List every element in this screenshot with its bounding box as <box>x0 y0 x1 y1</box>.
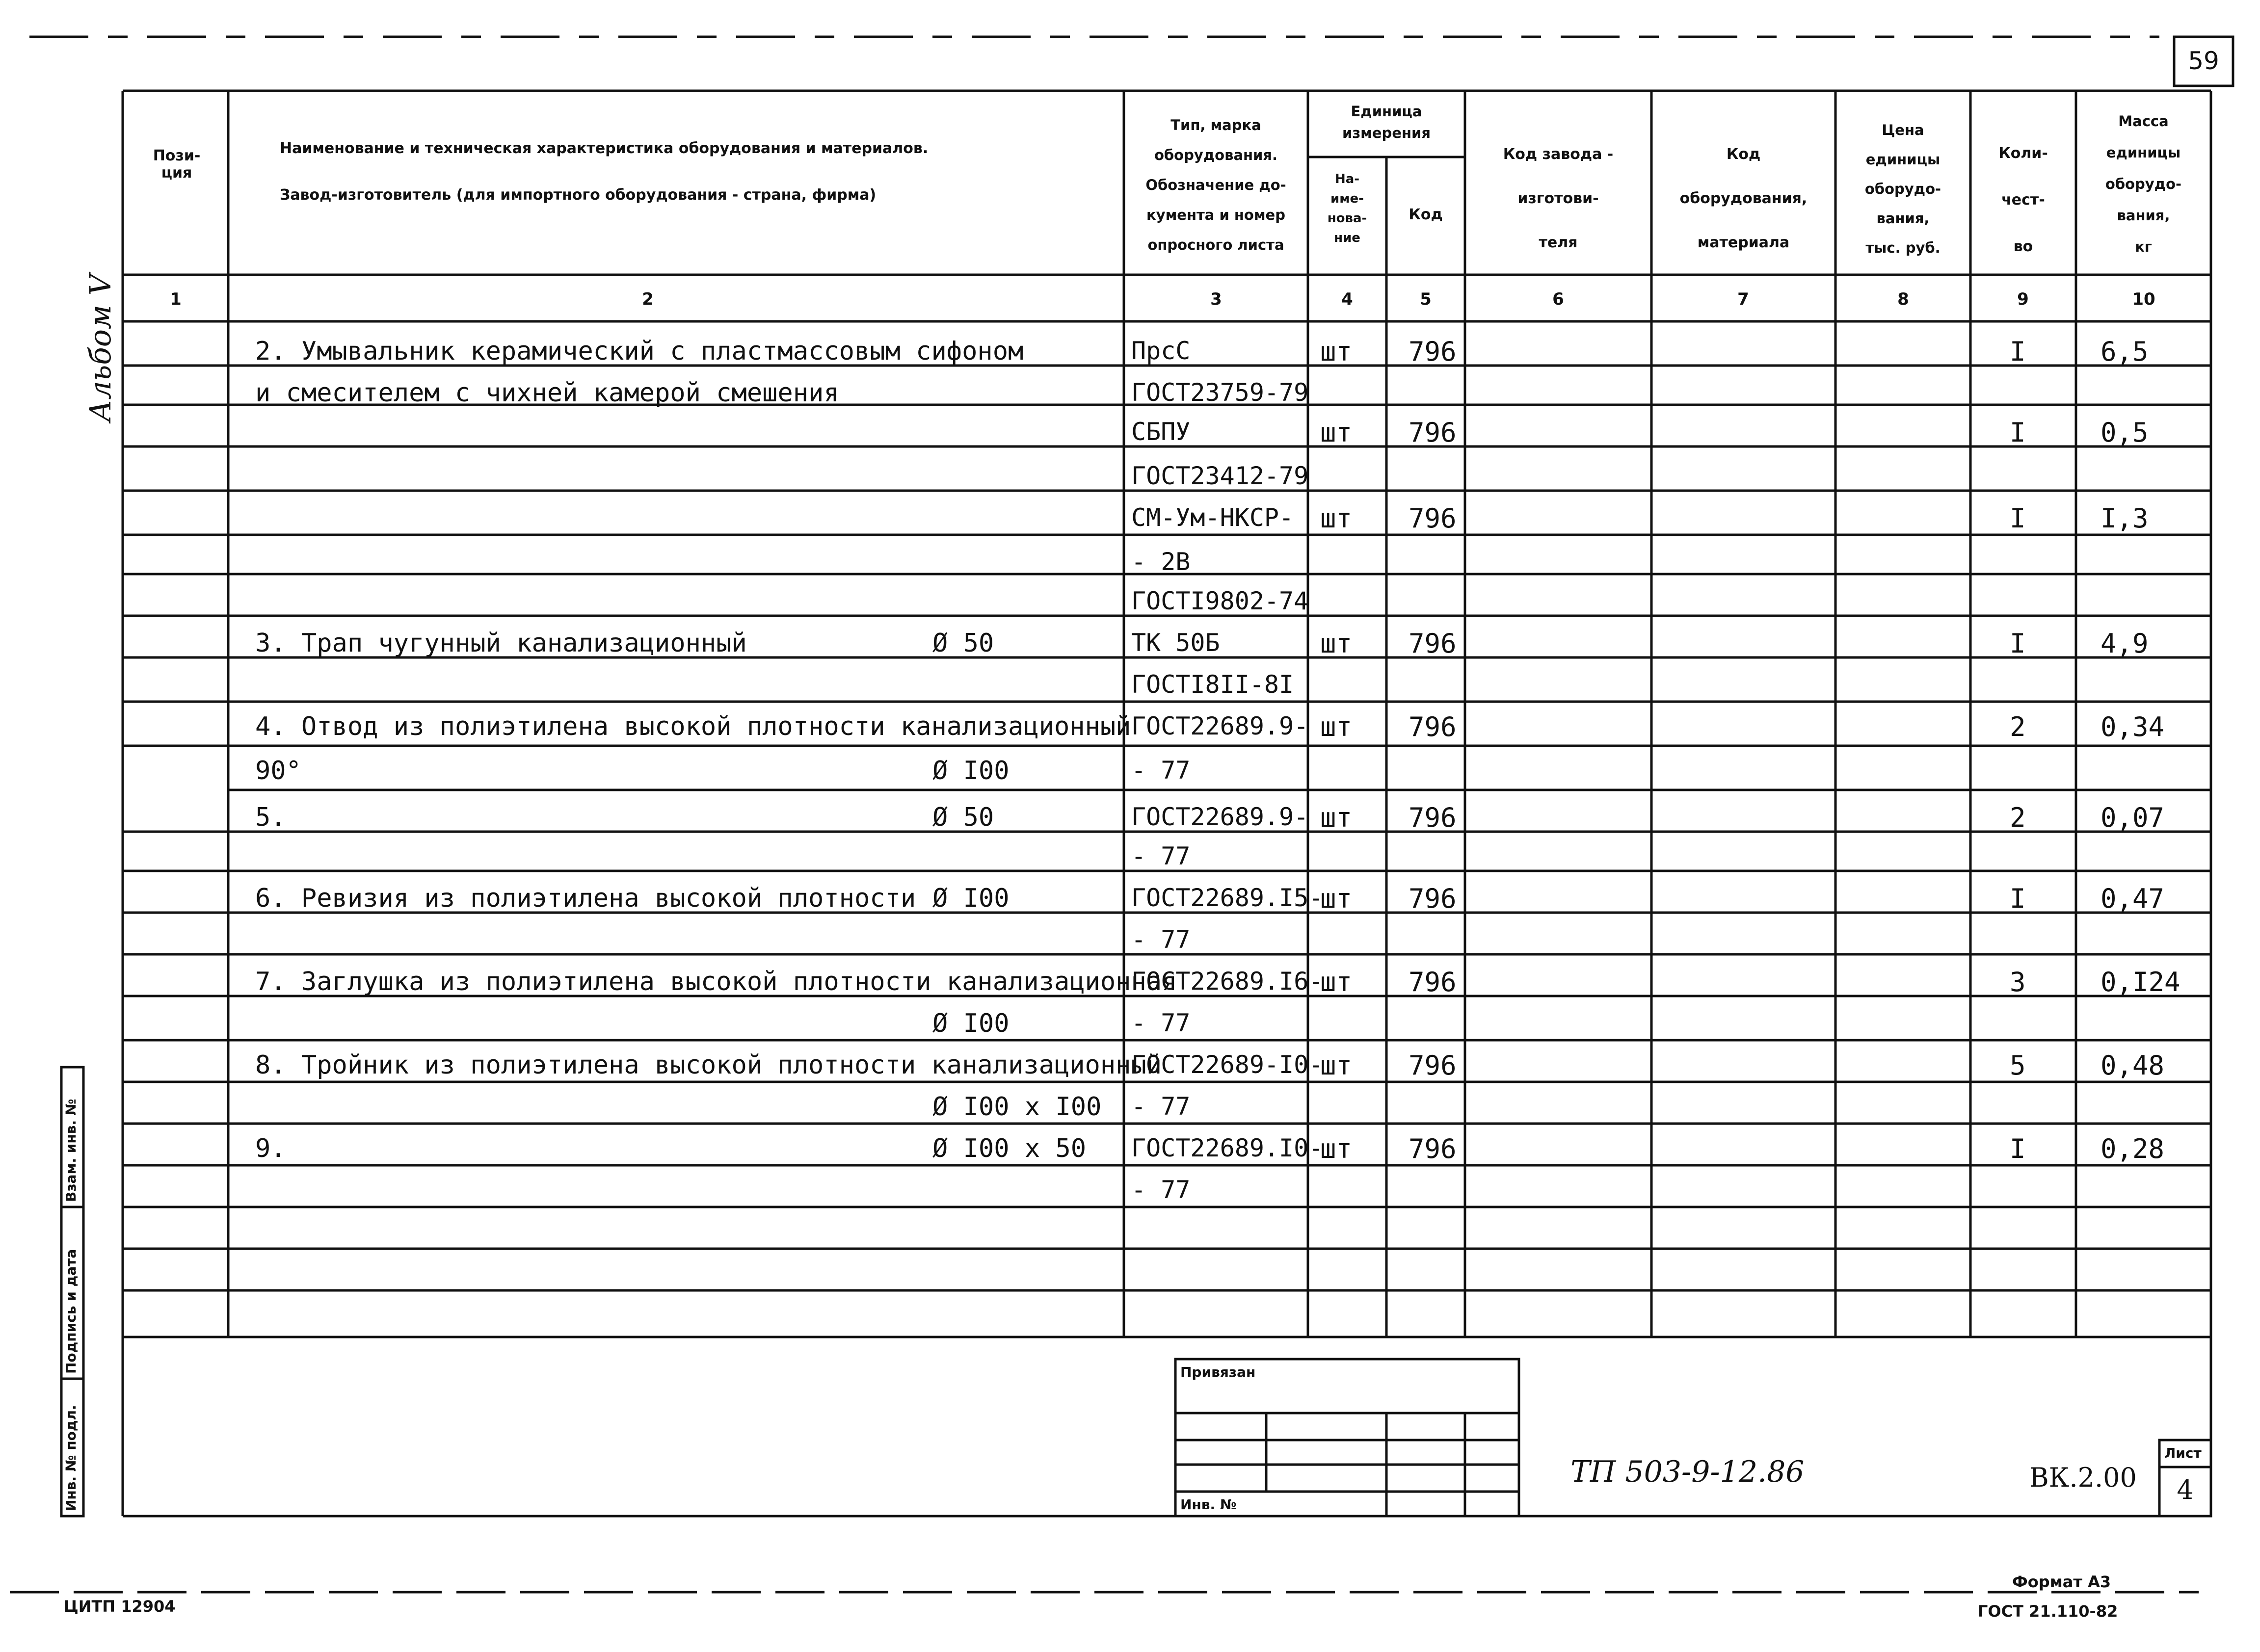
header-equipment-code: Код оборудования, материала <box>1679 146 1808 251</box>
row-mass: 0,47 <box>2100 883 2165 914</box>
row-code: 796 <box>1409 336 1457 367</box>
row-code: 796 <box>1409 1133 1457 1164</box>
header-mass: Масса единицы оборудо- вания, кг <box>2105 113 2182 255</box>
row-dimension: Ø I00 <box>932 756 1010 786</box>
row-unit: шт <box>1320 802 1353 833</box>
row-unit: шт <box>1320 417 1353 448</box>
row-type: ГОСТ23759-79 <box>1131 378 1309 407</box>
row-quantity: I <box>2010 417 2026 448</box>
row-type: ГОСТ22689.I6- <box>1131 967 1324 996</box>
row-quantity: 5 <box>2010 1050 2026 1081</box>
project-code: ТП 503-9-12.86 <box>1570 1455 1805 1489</box>
row-name: 3. Трап чугунный канализационный <box>255 629 747 658</box>
stamp-privyazan: Привязан <box>1180 1364 1256 1380</box>
header-name-line1: Наименование и техническая характеристика оборудования и материалов. <box>280 140 929 157</box>
row-mass: I,3 <box>2100 503 2149 534</box>
header-unit-name: На- име- нова- ние <box>1327 172 1367 245</box>
row-quantity: I <box>2010 503 2026 534</box>
row-unit: шт <box>1320 336 1353 367</box>
row-code: 796 <box>1409 802 1457 833</box>
row-type: ГОСТ22689.I5- <box>1131 884 1324 912</box>
row-type: СБПУ <box>1131 418 1191 446</box>
row-quantity: 3 <box>2010 967 2026 997</box>
header-name-line2: Завод-изготовитель (для импортного оборудования - страна, фирма) <box>280 186 877 204</box>
row-mass: 0,34 <box>2100 711 2165 742</box>
row-unit: шт <box>1320 711 1353 742</box>
row-type: ГОСТ22689.9- <box>1131 803 1309 831</box>
row-code: 796 <box>1409 1050 1457 1081</box>
row-dimension: Ø I00 <box>932 1009 1010 1038</box>
row-unit: шт <box>1320 1133 1353 1164</box>
row-type: - 77 <box>1131 842 1191 870</box>
row-type: ГОСТI9802-74 <box>1131 587 1309 615</box>
header-type: Тип, марка оборудования. Обозначение до- кумента и номер опросного листа <box>1145 117 1286 253</box>
row-name: 6. Ревизия из полиэтилена высокой плотности <box>255 884 916 913</box>
col-number: 4 <box>1341 289 1353 309</box>
footer-gost: ГОСТ 21.110-82 <box>1978 1602 2118 1621</box>
row-mass: 0,5 <box>2100 417 2149 448</box>
row-unit: шт <box>1320 1050 1353 1081</box>
row-name: 4. Отвод из полиэтилена высокой плотности канализационный <box>255 712 1131 741</box>
row-type: ТК 50Б <box>1131 629 1220 657</box>
col-number: 7 <box>1737 289 1749 309</box>
row-name: 5. <box>255 803 286 832</box>
row-quantity: 2 <box>2010 711 2026 742</box>
row-type: - 77 <box>1131 1009 1191 1037</box>
row-type: - 77 <box>1131 925 1191 954</box>
header-factory-code: Код завода - изготови- теля <box>1503 146 1614 251</box>
album-label: Альбом V <box>83 274 118 422</box>
sheet-number: 59 <box>2188 47 2219 75</box>
row-mass: 0,28 <box>2100 1133 2165 1164</box>
header-quantity: Коли- чест- во <box>1998 145 2048 255</box>
row-code: 796 <box>1409 503 1457 534</box>
row-name: 90° <box>255 756 301 786</box>
row-type: ГОСТ22689.9- <box>1131 712 1309 740</box>
row-code: 796 <box>1409 883 1457 914</box>
row-type: - 2В <box>1131 548 1191 576</box>
row-name: 8. Тройник из полиэтилена высокой плотности канализационный <box>255 1050 1162 1080</box>
margin-vzam-inv: Взам. инв. № <box>63 1099 79 1202</box>
row-type: ПрсС <box>1131 337 1191 365</box>
row-mass: 6,5 <box>2100 336 2149 367</box>
margin-signature-date: Подпись и дата <box>63 1249 79 1374</box>
col-number: 5 <box>1420 289 1432 309</box>
row-type: ГОСТ23412-79 <box>1131 462 1309 490</box>
row-code: 796 <box>1409 417 1457 448</box>
row-type: ГОСТ22689.I0- <box>1131 1134 1324 1162</box>
footer-left: ЦИТП 12904 <box>64 1597 176 1616</box>
col-number: 1 <box>170 289 182 309</box>
row-quantity: 2 <box>2010 802 2026 833</box>
row-name: 9. <box>255 1134 286 1163</box>
sheet-label: Лист <box>2164 1445 2202 1461</box>
col-number: 10 <box>2132 289 2155 309</box>
header-price: Цена единицы оборудо- вания, тыс. руб. <box>1864 122 1941 256</box>
row-mass: 4,9 <box>2100 628 2149 659</box>
col-number: 9 <box>2017 289 2029 309</box>
row-type: ГОСТI8II-8I <box>1131 670 1294 699</box>
row-unit: шт <box>1320 967 1353 997</box>
col-number: 8 <box>1897 289 1909 309</box>
row-dimension: Ø I00 x I00 <box>932 1092 1102 1122</box>
sheet-value: 4 <box>2177 1474 2194 1505</box>
row-type: СМ-Ум-НКСР- <box>1131 503 1294 532</box>
row-mass: 0,48 <box>2100 1050 2165 1081</box>
row-dimension: Ø I00 <box>932 884 1010 913</box>
row-name: 2. Умывальник керамический с пластмассовым сифоном <box>255 337 1024 366</box>
header-position: Пози- ция <box>153 147 201 182</box>
col-number: 3 <box>1210 289 1222 309</box>
row-dimension: Ø 50 <box>932 803 994 832</box>
row-unit: шт <box>1320 503 1353 534</box>
stamp-inv-no: Инв. № <box>1180 1496 1237 1513</box>
row-mass: 0,I24 <box>2100 967 2180 997</box>
row-type: ГОСТ22689-I0- <box>1131 1050 1324 1079</box>
row-unit: шт <box>1320 628 1353 659</box>
row-name: и смесителем с чихней камерой смешения <box>255 378 839 408</box>
header-unit: Единица измерения <box>1342 103 1431 141</box>
row-code: 796 <box>1409 628 1457 659</box>
row-quantity: I <box>2010 336 2026 367</box>
margin-inv-podl: Инв. № подл. <box>63 1405 79 1511</box>
doc-code: ВК.2.00 <box>2029 1462 2137 1493</box>
row-type: - 77 <box>1131 756 1191 785</box>
row-type: - 77 <box>1131 1176 1191 1204</box>
col-number: 2 <box>642 289 654 309</box>
col-number: 6 <box>1552 289 1564 309</box>
row-dimension: Ø 50 <box>932 629 994 658</box>
row-unit: шт <box>1320 883 1353 914</box>
header-unit-code: Код <box>1409 206 1443 223</box>
footer-format: Формат А3 <box>2012 1573 2111 1591</box>
row-dimension: Ø I00 x 50 <box>932 1134 1087 1163</box>
row-quantity: I <box>2010 1133 2026 1164</box>
row-mass: 0,07 <box>2100 802 2165 833</box>
row-type: - 77 <box>1131 1092 1191 1121</box>
row-code: 796 <box>1409 711 1457 742</box>
row-quantity: I <box>2010 883 2026 914</box>
row-quantity: I <box>2010 628 2026 659</box>
row-code: 796 <box>1409 967 1457 997</box>
row-name: 7. Заглушка из полиэтилена высокой плотности канализационная <box>255 967 1177 996</box>
